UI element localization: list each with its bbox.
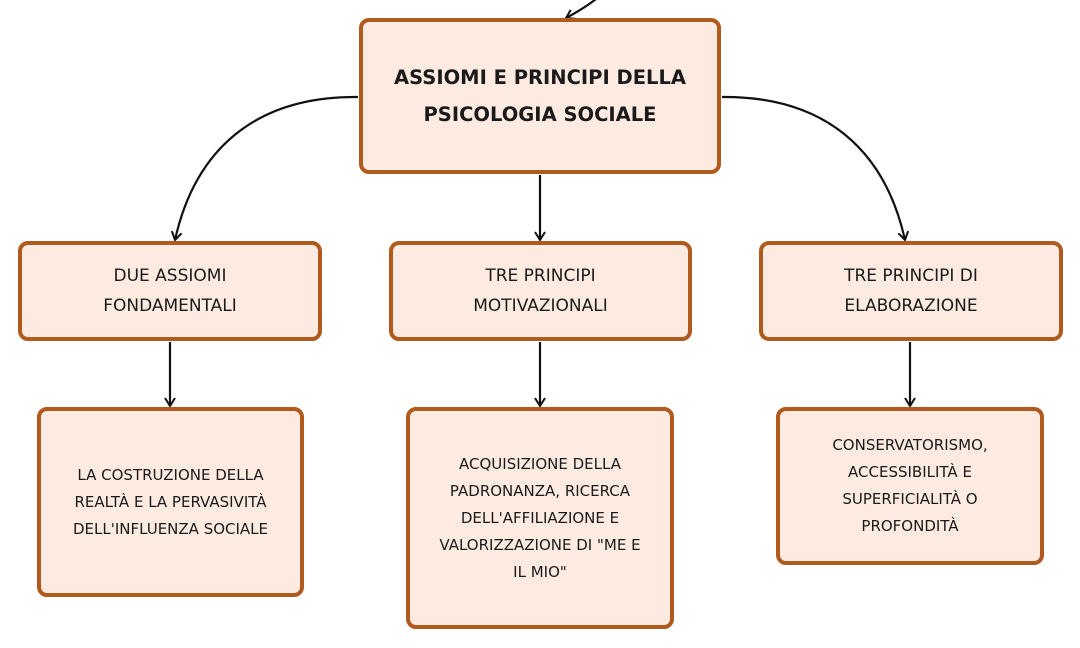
connector-root-to-elaborazione <box>722 97 905 240</box>
category-node-label: TRE PRINCIPI MOTIVAZIONALI <box>473 266 608 316</box>
detail-node-motivazionali[interactable] <box>406 407 674 629</box>
category-node-elaborazione[interactable] <box>759 241 1063 341</box>
category-node-label: DUE ASSIOMI FONDAMENTALI <box>103 266 237 316</box>
detail-node-assiomi[interactable] <box>37 407 304 597</box>
detail-node-text: LA COSTRUZIONE DELLA REALTÀ E LA PERVASIVITÀ DELL'INFLUENZA SOCIALE <box>72 465 269 538</box>
category-node-motivazionali[interactable] <box>389 241 692 341</box>
detail-node-elaborazione[interactable] <box>776 407 1044 565</box>
category-node-assiomi[interactable] <box>18 241 322 341</box>
root-node[interactable] <box>359 18 721 174</box>
category-node-label: TRE PRINCIPI DI ELABORAZIONE <box>844 266 978 316</box>
connector-root-to-assiomi <box>175 97 358 240</box>
root-node-label: ASSIOMI E PRINCIPI DELLA PSICOLOGIA SOCIALE <box>394 66 686 126</box>
detail-node-text: ACQUISIZIONE DELLA PADRONANZA, RICERCA DELL'AFFILIAZIONE E VALORIZZAZIONE DI "ME E IL MIO" <box>439 454 641 581</box>
incoming-connector <box>566 0 600 18</box>
detail-node-text: CONSERVATORISMO, ACCESSIBILITÀ E SUPERFICIALITÀ O PROFONDITÀ <box>832 436 988 535</box>
